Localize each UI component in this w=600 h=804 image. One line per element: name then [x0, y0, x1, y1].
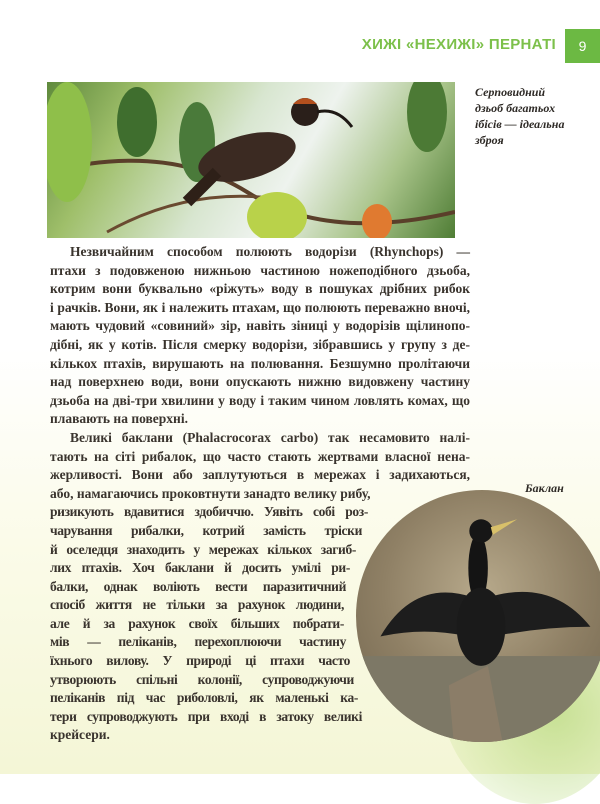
caption-line: ібісів — ідеальна: [475, 117, 565, 131]
text-line: мають чудовий «совиний» зір, навіть зіниці у водорізів щілинопо-: [50, 318, 470, 334]
text-line: чарування рибалки, котрий замість тріски: [50, 522, 362, 538]
chapter-title: ХИЖІ «НЕХИЖІ» ПЕРНАТІ: [361, 36, 556, 53]
text-line: жерливості. Вони або заплутуються в мережах і задихаються,: [50, 467, 470, 483]
paragraph-cormorants: [50, 429, 470, 745]
caption-line: Серповидний: [475, 85, 546, 99]
cormorant-caption: Баклан: [525, 481, 564, 495]
text-line: спосіб життя не тільки за рахунок людини,: [50, 597, 344, 613]
text-line: дібні, як у котів. Після смерку водорізи, зібравшись у групу з де-: [50, 336, 470, 352]
text-line: лих птахів. Хоч баклани й досить умілі ри-: [50, 560, 350, 576]
text-line: плавають на поверхні.: [50, 411, 188, 427]
page-number: 9: [565, 29, 600, 63]
article-body: [50, 243, 470, 745]
text-line: над поверхнею води, вони опускають нижню видовжену частину: [50, 374, 470, 390]
text-line: пеліканів під час риболовлі, як маленькі ка-: [50, 690, 358, 706]
sicklebill-bird-photo: [47, 82, 455, 238]
text-line: кількох птахів, вирушають на полювання. Безшумно пролітаючи: [50, 355, 470, 371]
text-line: ризикують вдавитися здобиччю. Уявіть собі роз-: [50, 504, 368, 520]
paragraph-skimmers: [50, 243, 470, 429]
text-line: тають на сіті рибалок, що часто стають жертвами власної нена-: [50, 448, 470, 464]
text-line: котрим вони буквально «ріжуть» воду в пошуках дрібних рибок: [50, 281, 470, 297]
text-line: Великі баклани (Phalacrocorax carbo) так несамовито налі-: [70, 429, 470, 445]
text-line: і рачків. Вони, як і належить птахам, що полюють переважно вночі,: [50, 299, 470, 315]
caption-line: дзьоб багатьох: [475, 101, 556, 115]
text-line: балки, однак воліють вести паразитичний: [50, 578, 346, 594]
text-line: дзьоба на дві-три хвилини у воду і таким чином ловлять комах, що: [50, 392, 470, 408]
text-line: або, намагаючись проковтнути занадто велику рибу,: [50, 485, 371, 501]
text-line: крейсери.: [50, 727, 110, 743]
text-line: птахи з подовженою нижньою частиною ножеподібного дзьоба,: [50, 262, 470, 278]
text-line: Незвичайним способом полюють водорізи (Rhynchops) —: [70, 244, 470, 259]
text-line: тери супроводжують при вході в затоку великі: [50, 708, 362, 724]
text-line: але й за рахунок своїх більших побрати-: [50, 615, 344, 631]
caption-line: зброя: [475, 133, 504, 147]
text-line: їхнього вилову. У природі ці птахи часто: [50, 653, 350, 669]
text-line: й оселедця знаходить у мережах кількох загиб-: [50, 541, 356, 557]
text-line: мів — пеліканів, перехоплюючи частину: [50, 634, 346, 650]
text-line: утворюють спільні колонії, супроводжуючи: [50, 671, 354, 687]
sicklebill-caption: [475, 84, 564, 148]
